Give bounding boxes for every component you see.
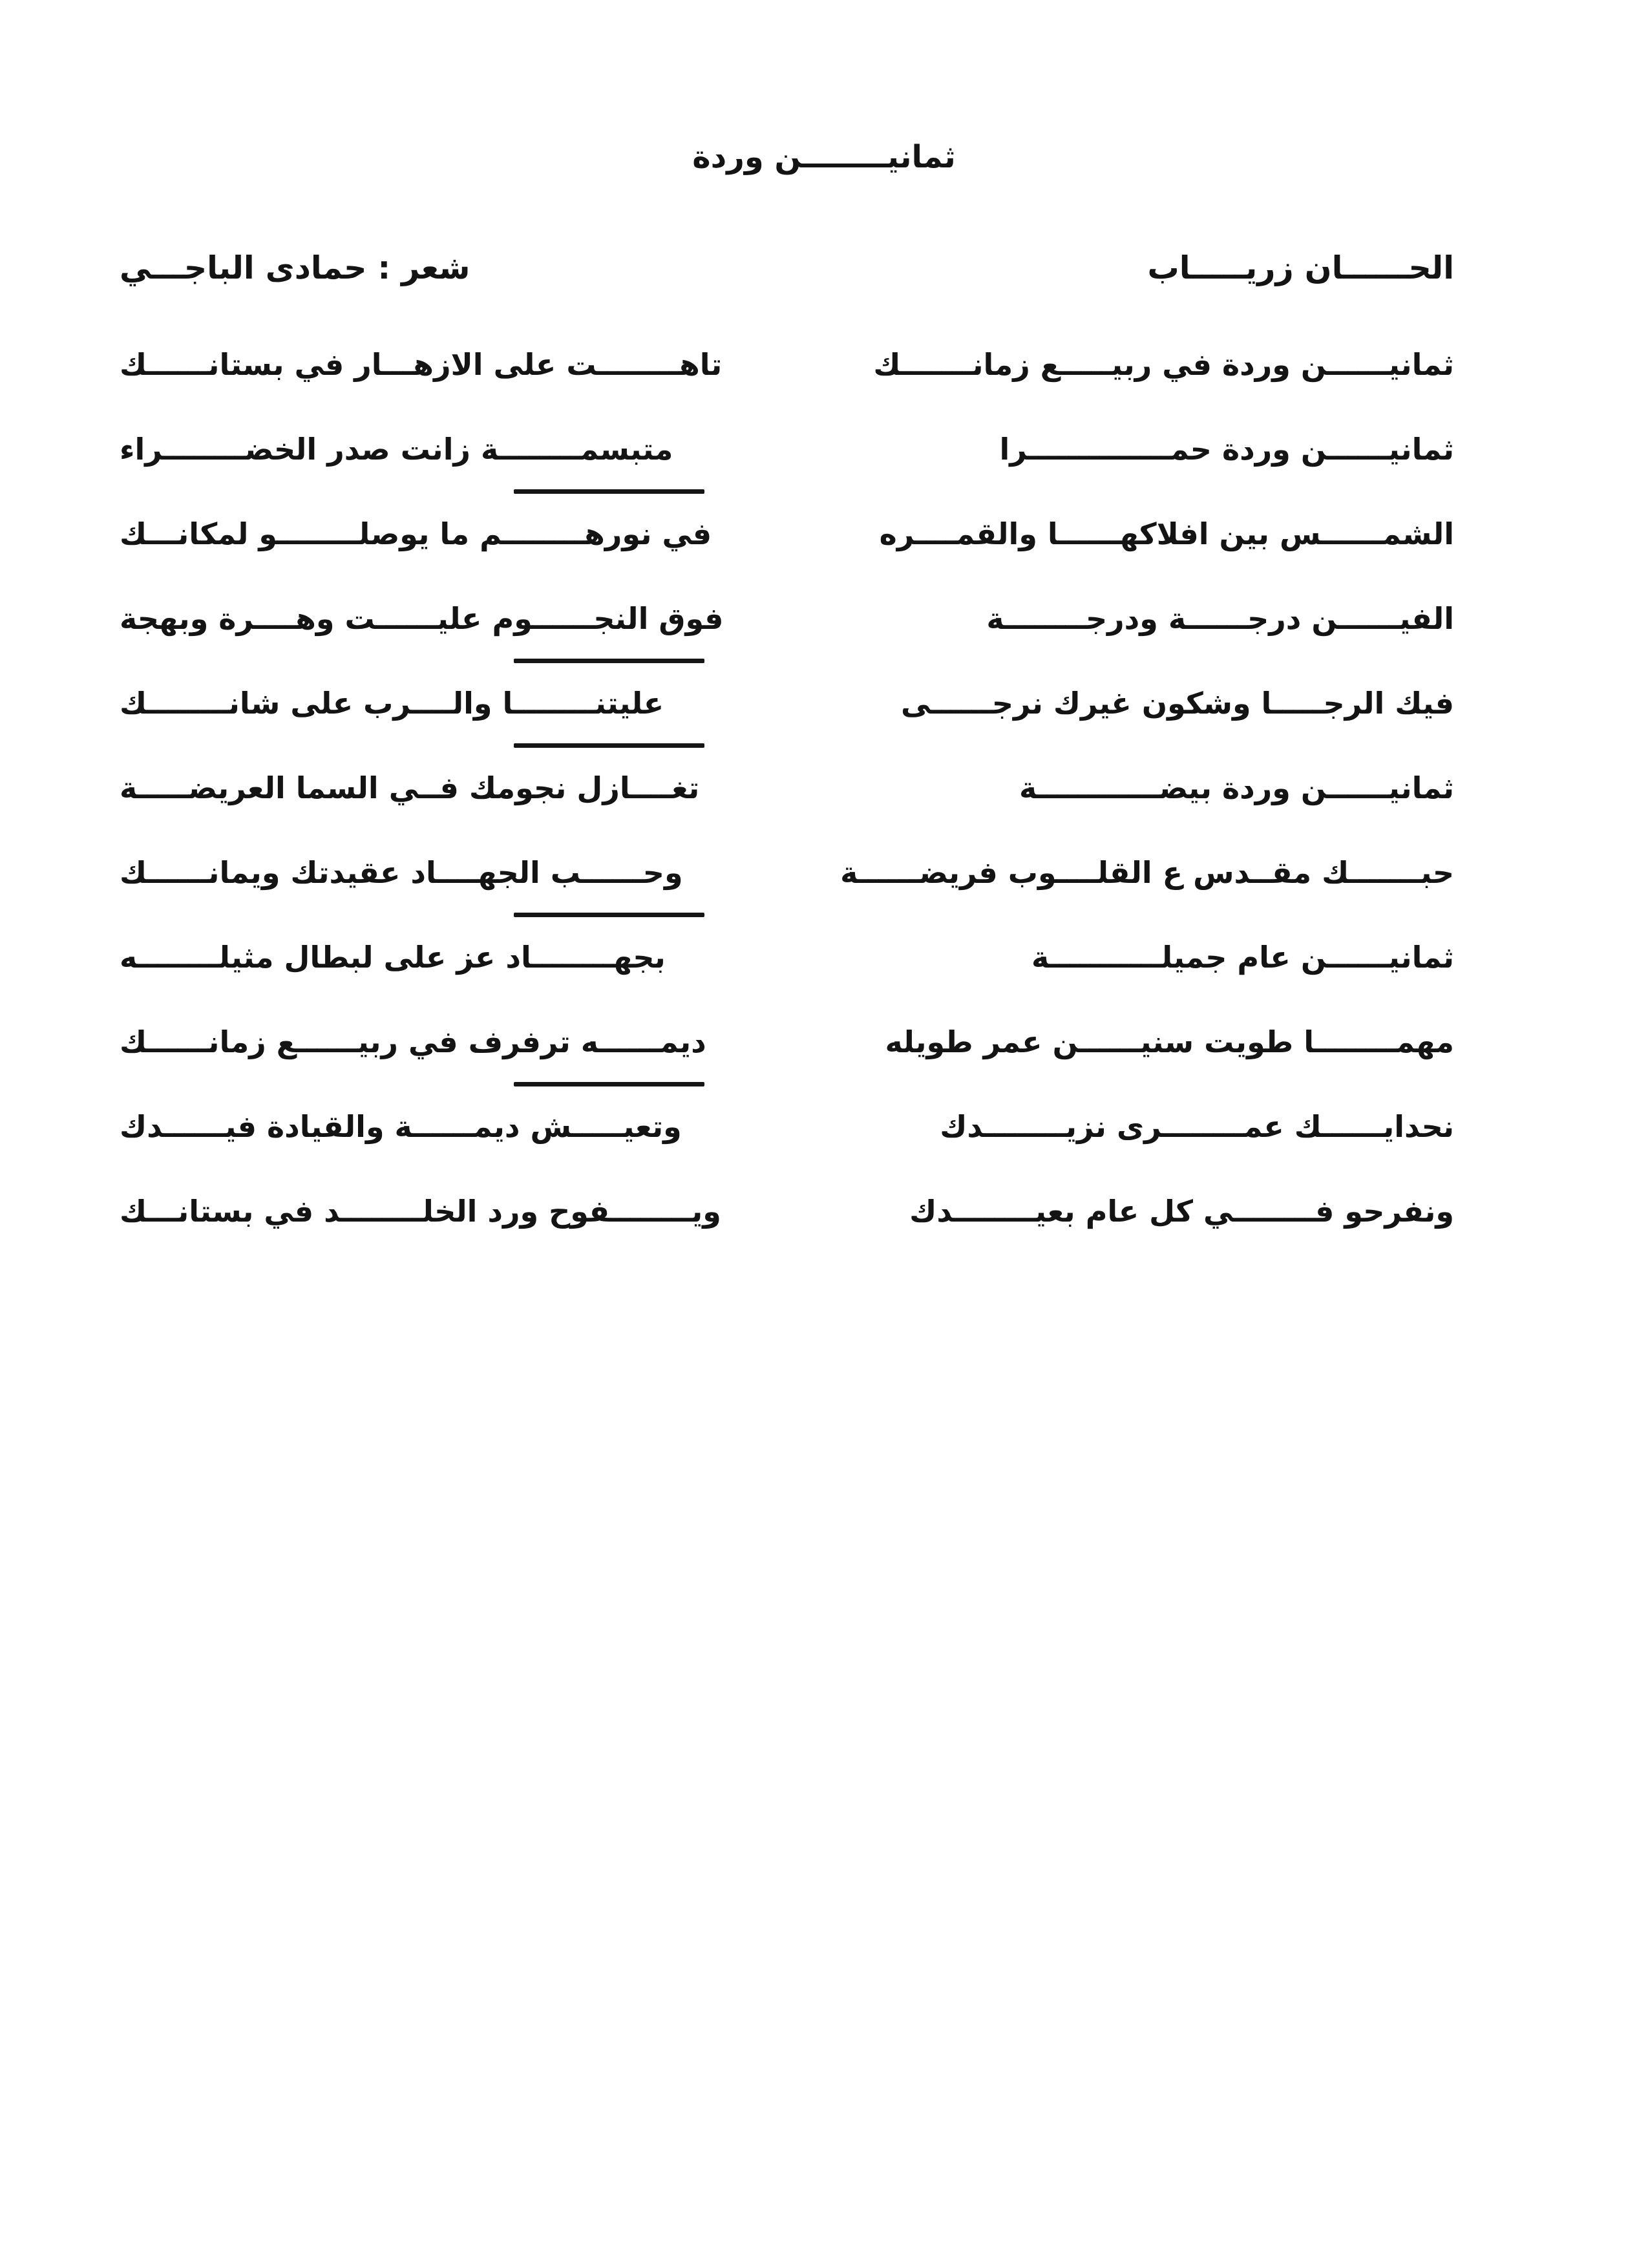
hemistich-left: تغــــازل نجومك فــي السما العريضـــــة (120, 770, 700, 805)
verse-row (120, 1169, 1454, 1253)
hemistich-left: ويــــــــفوح ورد الخلــــــــد في بستانـــك (120, 1193, 721, 1229)
hemistich-left: وحــــــب الجهــــاد عقيدتك ويمانــــــك (120, 854, 683, 890)
poem-body (0, 322, 1648, 1253)
credits-row (0, 249, 1648, 286)
hemistich-right: الشمــــــس بين افلاكهــــــا والقمــــره (879, 516, 1454, 551)
verse-row (120, 1084, 1454, 1169)
hemistich-left: فوق النجــــــوم عليــــــت وهــــرة وبهجة (120, 600, 724, 636)
verse-row (120, 322, 1454, 407)
verse-row (120, 830, 1454, 915)
hemistich-right: ثمانيــــــن وردة في ربيـــــع زمانـــــــك (873, 346, 1454, 382)
hemistich-right: ونفرحو فــــــــي كل عام بعيــــــــدك (909, 1193, 1454, 1229)
hemistich-left: بجهــــــــاد عز على لبطال مثيلــــــــه (120, 939, 666, 975)
hemistich-left: عليتنــــــــا والــــرب على شانــــــــك (120, 685, 664, 721)
poet-credit: شعر : حمادى الباجـــي (120, 249, 470, 286)
hemistich-left: متبسمــــــــة زانت صدر الخضــــــــراء (120, 431, 673, 467)
hemistich-right: ثمانيــــــن وردة بيضــــــــــــة (1019, 770, 1454, 805)
composer-credit: الحــــــان زريـــــاب (1147, 249, 1454, 286)
verse-row (120, 491, 1454, 576)
verse-row (120, 915, 1454, 999)
verse-row (120, 745, 1454, 830)
hemistich-right: ثمانيــــــن عام جميلـــــــــــة (1031, 939, 1454, 975)
page-title: ثمانيــــــــن وردة (692, 139, 956, 175)
hemistich-right: فيك الرجـــــا وشكون غيرك نرجــــــى (900, 685, 1454, 721)
hemistich-left: في نورهــــــــم ما يوصلــــــــو لمكانـــك (120, 516, 712, 551)
verse-row (120, 576, 1454, 661)
hemistich-left: تاهــــــــت على الازهـــار في بستانــــــك (120, 346, 723, 382)
hemistich-right: حبـــــــك مقــدس ع القلــــوب فريضــــــة (840, 854, 1454, 890)
hemistich-right: ثمانيــــــن وردة حمــــــــــــــرا (999, 431, 1454, 467)
verse-row (120, 999, 1454, 1084)
hemistich-left: وتعيـــــش ديمــــــة والقيادة فيــــــدك (120, 1108, 682, 1144)
hemistich-left: ديمــــــه ترفرف في ربيــــــع زمانــــــك (120, 1024, 706, 1059)
hemistich-right: الفيــــــن درجــــــة ودرجــــــــة (986, 600, 1454, 636)
hemistich-right: مهمــــــــا طويت سنيــــــن عمر طويله (885, 1024, 1454, 1059)
hemistich-right: نحدايــــــك عمــــــــرى نزيــــــــدك (940, 1108, 1454, 1144)
verse-row (120, 407, 1454, 491)
verse-row (120, 661, 1454, 745)
